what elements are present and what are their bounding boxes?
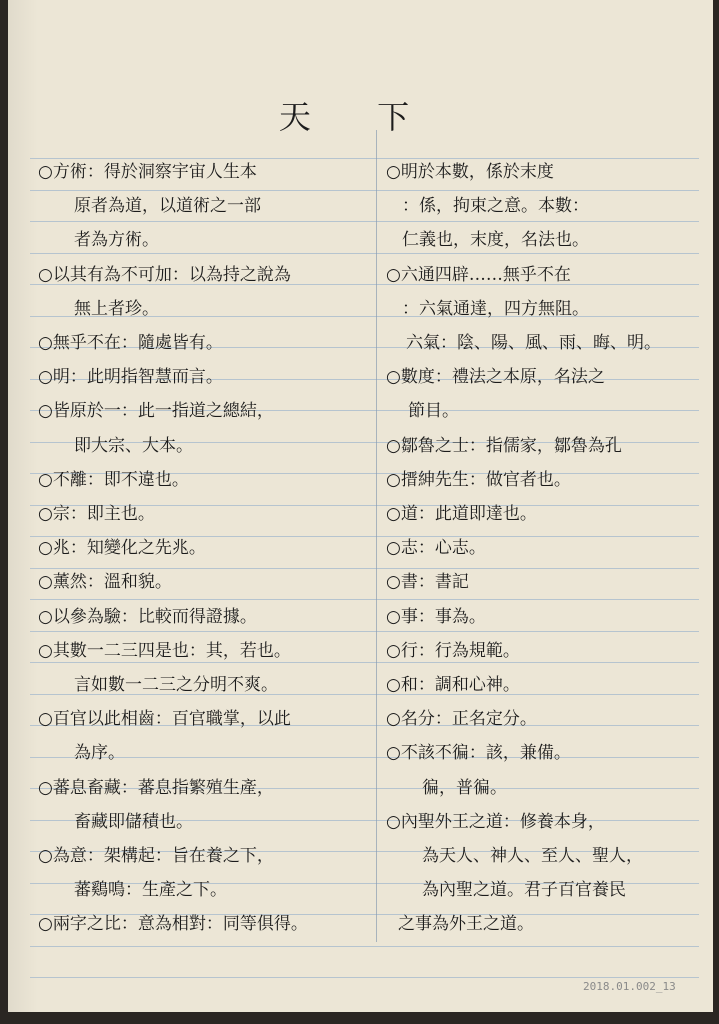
right-entry: 為天人、神人、至人、聖人， [422,846,643,866]
column-divider [376,130,377,942]
right-entry: ○事：事為。 [386,607,486,627]
ruled-line [30,946,699,947]
left-entry: 無上者珍。 [74,299,159,319]
right-entry: ○道：此道即達也。 [386,504,537,524]
left-entry: ○以參為驗：比較而得證據。 [38,607,257,627]
ruled-line [30,568,699,569]
right-entry: ：六氣通達，四方無阻。 [402,299,589,319]
right-entry: ○內聖外王之道：修養本身， [386,812,605,832]
right-entry: ○書：書記 [386,572,469,592]
ruled-line [30,631,699,632]
left-entry: ○薰然：溫和貌。 [38,572,172,592]
left-entry: ○明：此明指智慧而言。 [38,367,223,387]
right-entry: 六氣：陰、陽、風、雨、晦、明。 [406,333,661,353]
ruled-line [30,158,699,159]
left-entry: ○其數一二三四是也：其，若也。 [38,641,291,661]
left-entry: ○宗：即主也。 [38,504,155,524]
right-entry: ○名分：正名定分。 [386,709,537,729]
left-entry: 蕃鷄鳴：生產之下。 [74,880,227,900]
left-entry: 者為方術。 [74,230,159,250]
ruled-line [30,599,699,600]
left-entry: ○蕃息畜藏：蕃息指繁殖生產， [38,778,274,798]
left-entry: 為序。 [74,743,125,763]
ruled-line [30,977,699,978]
ruled-line [30,221,699,222]
right-entry: ：係，拘束之意。本數： [402,196,589,216]
right-entry: ○明於本數，係於末度 [386,162,554,182]
left-entry: ○無乎不在：隨處皆有。 [38,333,223,353]
left-entry: ○不離：即不違也。 [38,470,189,490]
notebook-page [8,0,713,1012]
left-entry: 畜藏即儲積也。 [74,812,193,832]
right-entry: ○和：調和心神。 [386,675,520,695]
left-entry: ○方術：得於洞察宇宙人生本 [38,162,257,182]
ruled-line [30,757,699,758]
left-entry: ○為意：架構起：旨在養之下， [38,846,274,866]
right-entry: ○六通四辟……無乎不在 [386,265,571,285]
left-entry: 即大宗、大本。 [74,436,193,456]
right-entry: ○數度：禮法之本原，名法之 [386,367,605,387]
left-entry: ○以其有為不可加：以為持之說為 [38,265,291,285]
ruled-line [30,253,699,254]
left-entry: 言如數一二三之分明不爽。 [74,675,278,695]
right-entry: 為內聖之道。君子百官養民 [422,880,626,900]
right-entry: 之事為外王之道。 [398,914,534,934]
right-entry: ○志：心志。 [386,538,486,558]
left-entry: ○兩字之比：意為相對：同等俱得。 [38,914,308,934]
right-entry: ○搢紳先生：做官者也。 [386,470,571,490]
right-entry: ○不該不徧：該，兼備。 [386,743,571,763]
left-entry: ○皆原於一：此一指道之總結， [38,401,274,421]
right-entry: ○行：行為規範。 [386,641,520,661]
right-entry: 節目。 [408,401,459,421]
ruled-line [30,190,699,191]
page-title: 天 下 [278,98,438,136]
left-entry: ○百官以此相齒：百官職掌，以此 [38,709,291,729]
left-entry: ○兆：知變化之先兆。 [38,538,206,558]
left-entry: 原者為道，以道術之一部 [74,196,261,216]
catalog-number: 2018.01.002_13 [583,980,676,993]
right-entry: 仁義也，末度，名法也。 [402,230,589,250]
right-entry: ○鄒魯之士：指儒家，鄒魯為孔 [386,436,622,456]
right-entry: 徧，普徧。 [422,778,507,798]
